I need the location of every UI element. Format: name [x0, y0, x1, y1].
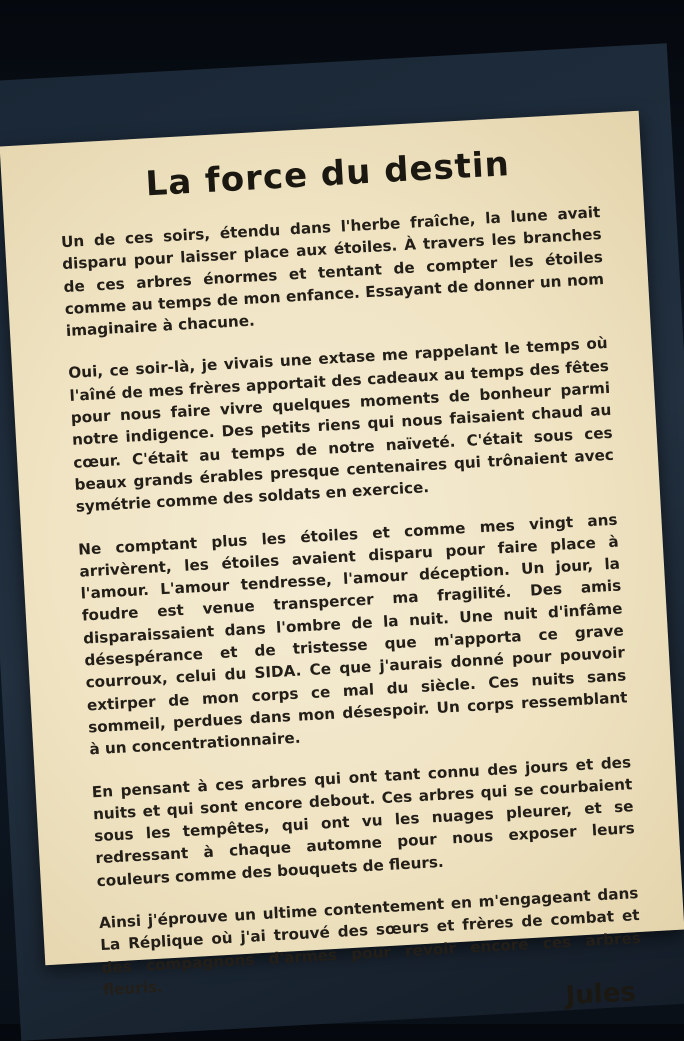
paragraph-4: En pensant à ces arbres qui ont tant connu des jours et des nuits et qui sont encore debout. Ces arbres qui se courbaient sous les tempêtes, qui ont vu les nuages pleurer, et se redressant à chaque automne pour nous exposer leurs couleurs comme des bouquets de fleurs.: [91, 752, 636, 890]
paragraph-1: Un de ces soirs, étendu dans l'herbe fraîche, la lune avait disparu pour laisser place aux étoiles. À travers les branches de ces arbres énormes et tentant de compter les étoiles comme au temps de mon enfance. Essayant de donner un nom imaginaire à chacune.: [60, 203, 605, 341]
signature: Jules: [564, 977, 637, 1012]
paragraph-5: Ainsi j'éprouve un ultime contentement en m'engageant dans La Réplique où j'ai trouvé des sœurs et frères de combat et des compagnons d'armes pour revoir encore ces arbres fleuris.: [98, 884, 642, 999]
text-plaque: [0, 111, 684, 1012]
plaque-title: La force du destin: [144, 144, 511, 205]
paragraph-3: Ne comptant plus les étoiles et comme mes vingt ans arrivèrent, les étoiles avaient disparu pour faire place à l'amour. L'amour tendresse, l'amour déception. Un jour, la foudre est venue transpercer ma fragilité. Des amis disparaissaient dans l'ombre de la nuit. Une nuit d'infâme désespérance et de tristesse que m'apporta ce grave courroux, celui du SIDA. Ce que j'aurais donné pour pouvoir extirper de mon corps ce mal du siècle. Ces nuits sans sommeil, perdues dans mon désespoir. Un corps ressemblant à un concentrationnaire.: [77, 510, 628, 759]
paragraph-2: Oui, ce soir-là, je vivais une extase me rappelant le temps où l'aîné de mes frères apportait des cadeaux au temps des fêtes pour nous faire vivre quelques moments de bonheur parmi notre indigence. Des petits riens qui nous faisaient chaud au cœur. C'était au temps de notre naïveté. C'était sous ces beaux grands érables presque centenaires qui trônaient avec symétrie comme des soldats en exercice.: [67, 334, 615, 517]
